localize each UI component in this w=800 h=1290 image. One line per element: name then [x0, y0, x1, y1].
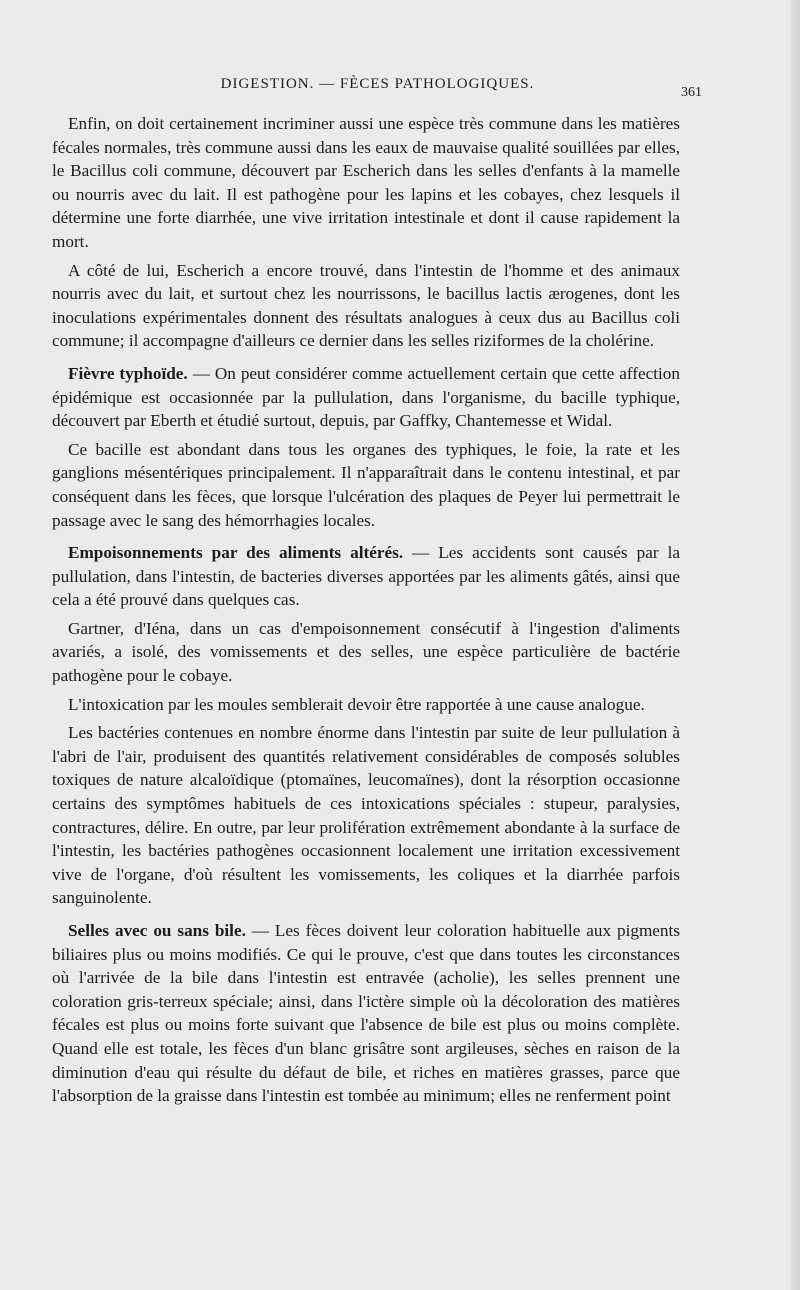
paragraph-lactis-aerogenes: A côté de lui, Escherich a encore trouvé, dans l'intestin de l'homme et des animaux nourris avec du lait, et surtout chez les nourrissons, le bacillus lactis ærogenes, dont les inoculations expérimentales donnent des résultats analogues à ceux dus au Bacillus coli commune; il accompagne d'ailleurs ce dernier dans les selles riziformes de la cholérine.	[52, 260, 680, 351]
paragraph-bacteries-toxiques: Les bactéries contenues en nombre énorme dans l'intestin par suite de leur pullulation à l'abri de l'air, produisent des quantités relativement considérables de composés solubles toxiques de nature alcaloïdique (ptomaïnes, leucomaïnes), dont la résorption occasionne certains des symptômes habituels de ces intoxications spéciales : stupeur, paralysies, contractures, délire. En outre, par leur prolifération extrêmement abondante à la surface de l'intestin, les bactéries pathogènes occasionnent localement une irritation excessivement vive de l'organe, d'où résultent les vomissements, les coliques et la diarrhée parfois sanguinolente.	[52, 723, 680, 908]
paragraph-bacille-typhique: Ce bacille est abondant dans tous les organes des typhiques, le foie, la rate et les ganglions mésentériques principalement. Il n'apparaîtrait dans le contenu intestinal, et par conséquent dans les fèces, que lorsque l'ulcération des plaques de Peyer lui permettrait le passage avec le sang des hémorrhagies locales.	[52, 439, 680, 530]
body-text	[52, 112, 680, 1113]
running-head: DIGESTION. — FÈCES PATHOLOGIQUES.	[220, 76, 535, 92]
paragraph-empoisonnements: Empoisonnements par des aliments altérés. — Les accidents sont causés par la pullulation, dans l'intestin, de bacteries diverses apportées par les aliments gâtés, ainsi que cela a été prouvé dans quelques cas.	[52, 543, 680, 610]
page-edge-shadow	[790, 0, 800, 1290]
section-heading-fievre-typhoide: Fièvre typhoïde.	[68, 363, 188, 383]
section-heading-selles-bile: Selles avec ou sans bile.	[68, 921, 246, 940]
paragraph-gartner: Gartner, d'Iéna, dans un cas d'empoisonnement consécutif à l'ingestion d'aliments avariés, a isolé, des vomissements et des selles, une espèce particulière de bactérie pathogène pour le cobaye.	[52, 618, 680, 686]
section-heading-empoisonnements: Empoisonnements par des aliments altérés.	[68, 543, 404, 563]
paragraph-selles-bile: Selles avec ou sans bile. — Les fèces doivent leur coloration habituelle aux pigments biliaires plus ou moins modifiés. Ce qui le prouve, c'est que dans toutes les circonstances où l'arrivée de la bile dans l'intestin est entravée (acholie), les selles prennent une coloration gris-terreux spéciale; ainsi, dans l'ictère simple où la décoloration des matières fécales est plus ou moins forte suivant que l'absence de bile est plus ou moins complète. Quand elle est totale, les fèces d'un blanc grisâtre sont argileuses, sèches en raison de la diminution d'eau qui résulte du défaut de bile, et riches en matières grasses, parce que l'absorption de la graisse dans l'intestin est tombée au minimum; elles ne renferment point	[52, 921, 680, 1106]
paragraph-fievre-typhoide: Fièvre typhoïde. — On peut considérer comme actuellement certain que cette affection épidémique est occasionnée par la pullulation, dans l'organisme, du bacille typhique, découvert par Eberth et étudié surtout, depuis, par Gaffky, Chantemesse et Widal.	[52, 363, 680, 431]
page-number: 361	[681, 85, 702, 100]
paragraph-moules: L'intoxication par les moules semblerait devoir être rapportée à une cause analogue.	[68, 694, 645, 714]
paragraph-escherich-coli: Enfin, on doit certainement incriminer aussi une espèce très commune dans les matières fécales normales, très commune aussi dans les eaux de mauvaise qualité souillées par elles, le Bacillus coli commune, découvert par Escherich dans les selles d'enfants à la mamelle ou nourris avec du lait. Il est pathogène pour les lapins et les cobayes, chez lesquels il détermine une forte diarrhée, une vive irritation intestinale et dont il cause rapidement la mort.	[52, 114, 680, 251]
